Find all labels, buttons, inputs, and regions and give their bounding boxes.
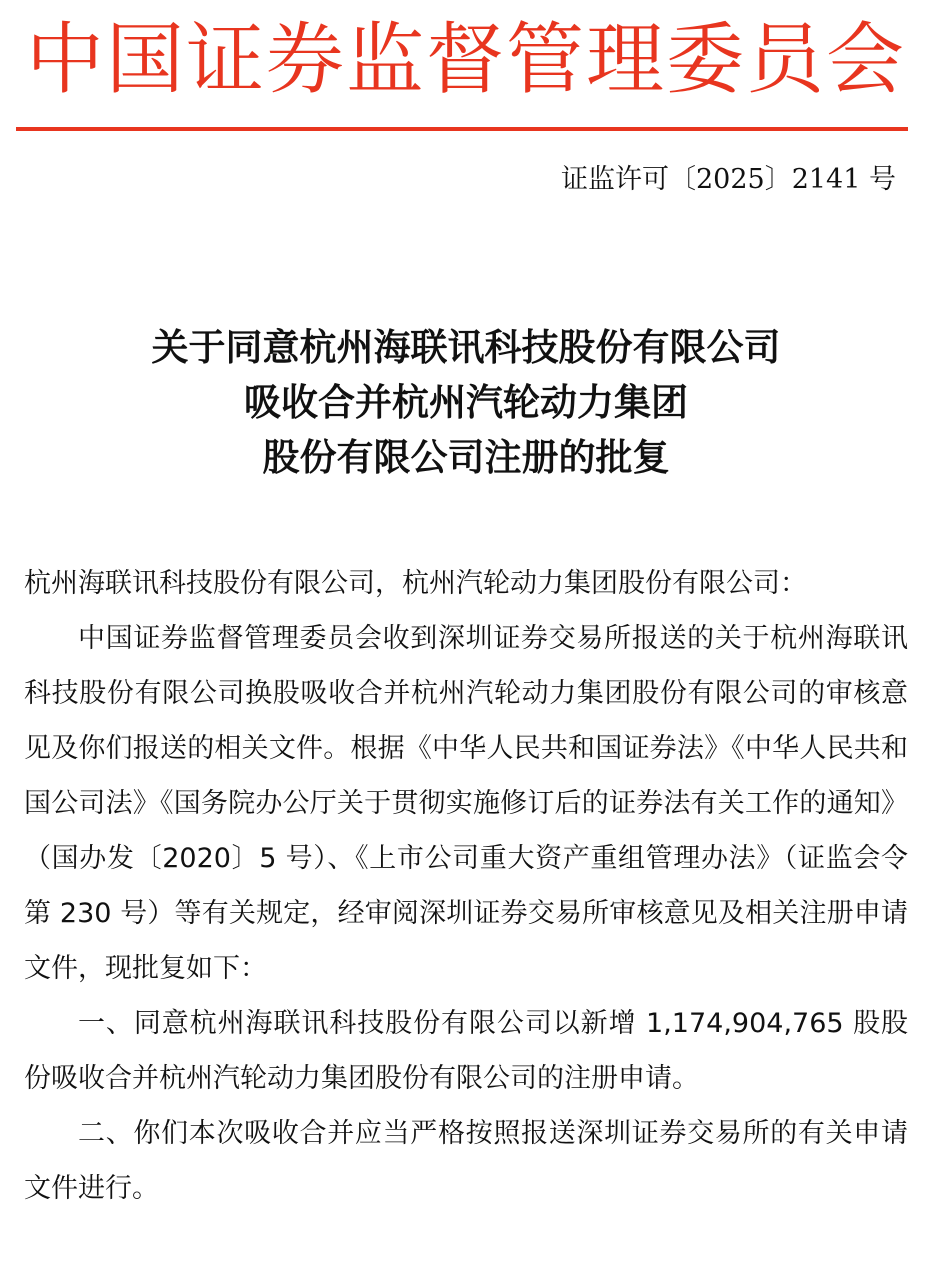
- body-paragraph: 二、你们本次吸收合并应当严格按照报送深圳证券交易所的有关申请文件进行。: [24, 1118, 908, 1204]
- document-title: [0, 320, 932, 485]
- document-body: [24, 556, 908, 1216]
- title-line: 关于同意杭州海联讯科技股份有限公司: [151, 326, 781, 369]
- body-paragraph: 一、同意杭州海联讯科技股份有限公司以新增 1,174,904,765 股股份吸收合并杭州汽轮动力集团股份有限公司的注册申请。: [24, 1008, 908, 1094]
- body-paragraph: 中国证券监督管理委员会收到深圳证券交易所报送的关于杭州海联讯科技股份有限公司换股吸收合并杭州汽轮动力集团股份有限公司的审核意见及你们报送的相关文件。根据《中华人民共和国证券法》《中华人民共和国公司法》《国务院办公厅关于贯彻实施修订后的证券法有关工作的通知》（国办发〔2020〕5 号）、《上市公司重大资产重组管理办法》（证监会令第 230 号）等有关规定，经审阅深圳证券交易所审核意见及相关注册申请文件，现批复如下：: [24, 623, 908, 984]
- salutation: 杭州海联讯科技股份有限公司，杭州汽轮动力集团股份有限公司：: [24, 568, 807, 599]
- header-divider: [16, 127, 908, 131]
- issuer-header: 中国证券监督管理委员会: [25, 15, 906, 105]
- title-line: 股份有限公司注册的批复: [262, 436, 670, 479]
- title-line: 吸收合并杭州汽轮动力集团: [244, 381, 688, 424]
- document-number: 证监许可〔2025〕2141 号: [560, 164, 896, 195]
